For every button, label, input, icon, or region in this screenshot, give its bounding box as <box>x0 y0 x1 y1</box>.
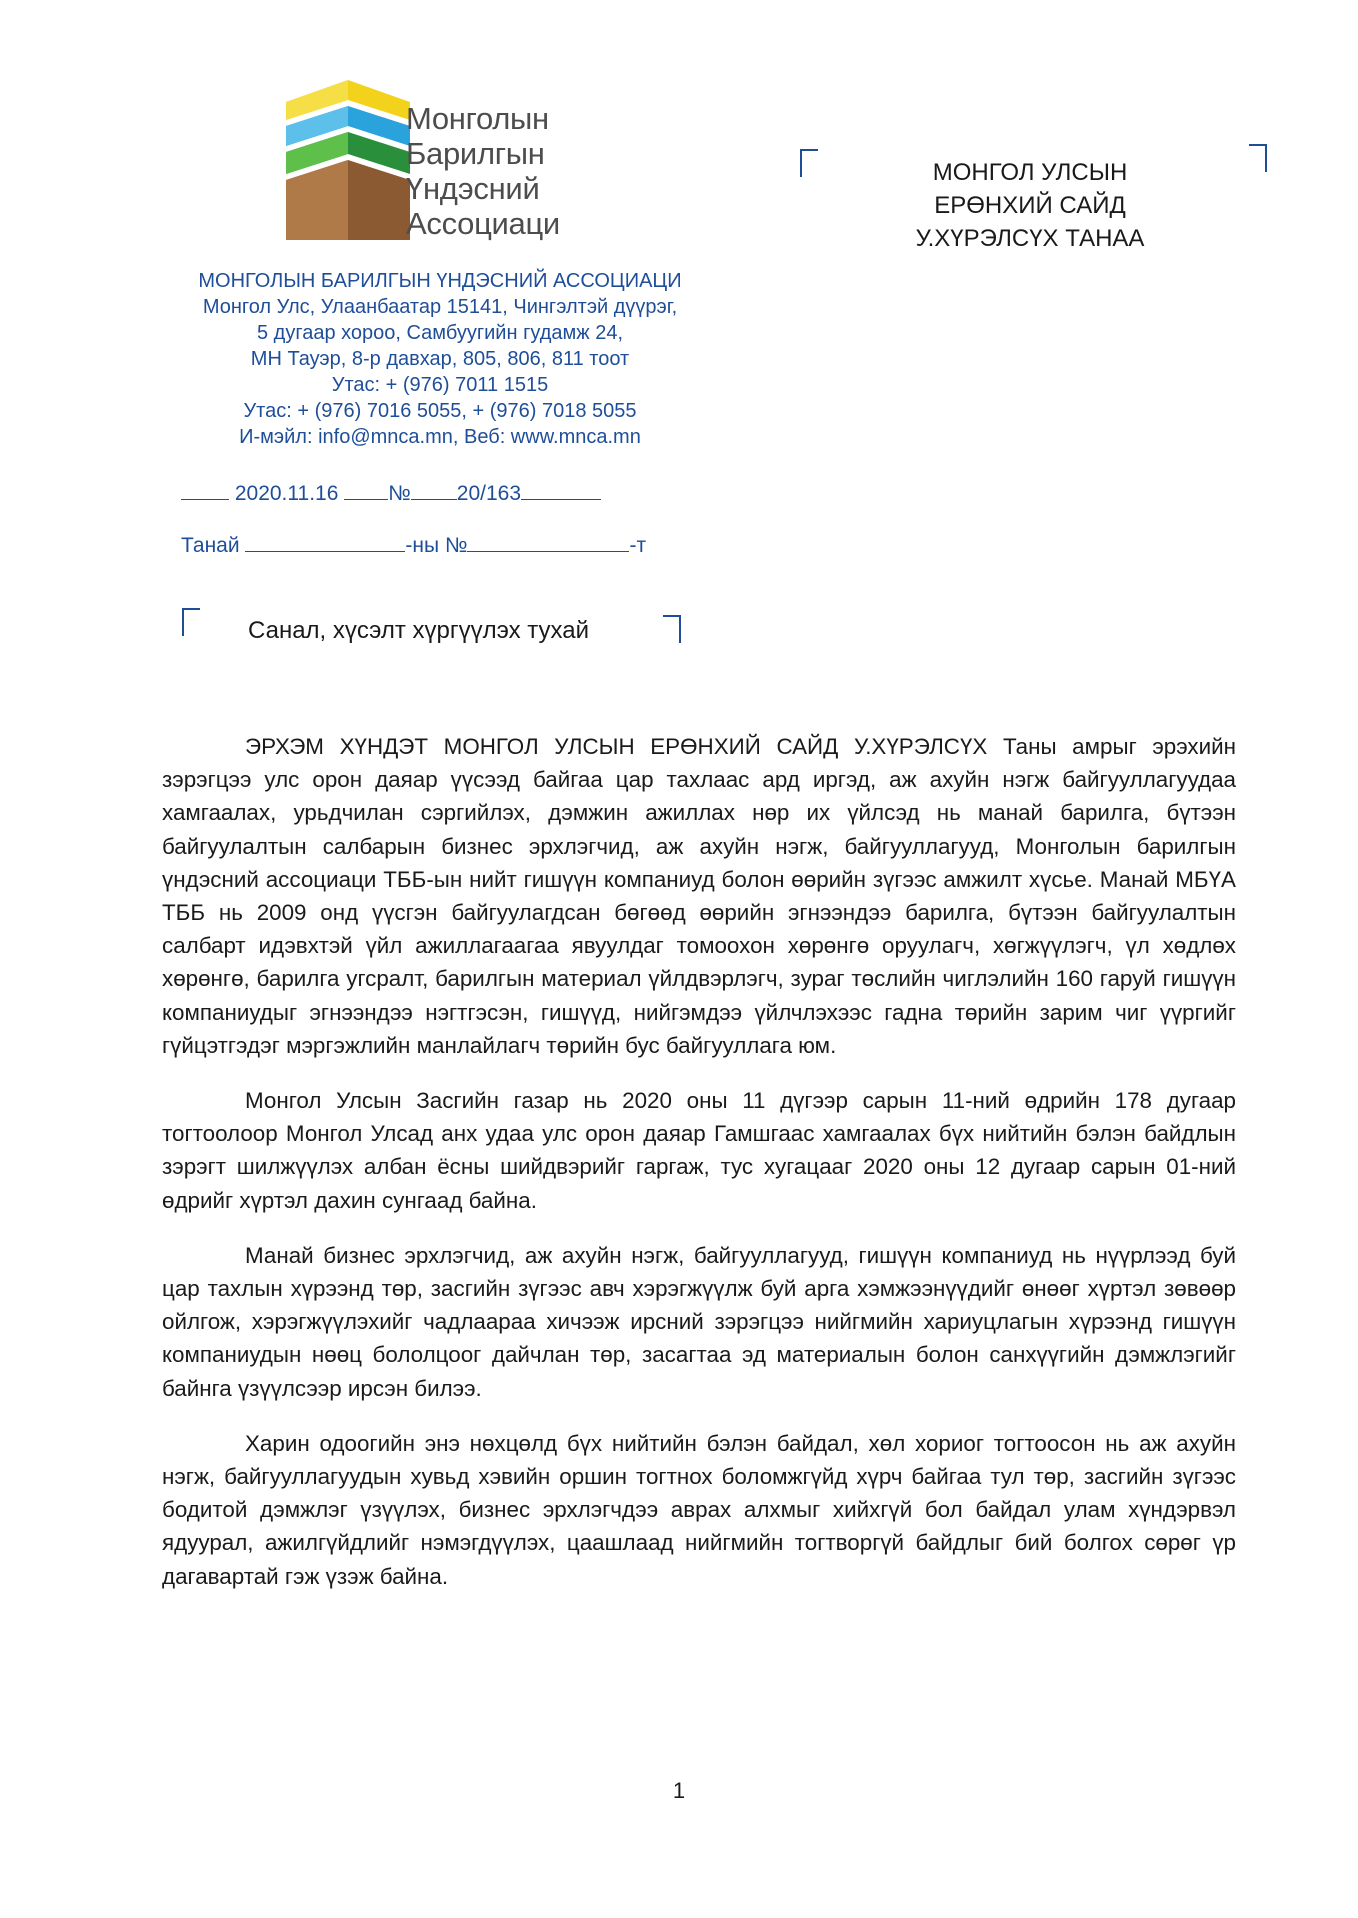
logo-wordmark <box>406 101 606 241</box>
bracket-corner <box>182 608 200 636</box>
yours-end-label: -т <box>629 534 647 557</box>
yours-mid-label: -ны № <box>405 534 468 557</box>
logo-line: Монголын <box>406 101 549 136</box>
bracket-corner <box>663 615 681 643</box>
recipient-block <box>890 156 1170 255</box>
organization-header <box>140 268 740 450</box>
body-paragraph: Монгол Улсын Засгийн газар нь 2020 оны 11 дүгээр сарын 11-ний өдрийн 178 дугаар тогтоолоор Монгол Улсад анх удаа улс орон даяар Гамшгаас хамгаалах бүх нийтийн бэлэн байдлын зэрэгт шилжүүлэх албан ёсны шийдвэрийг гаргаж, тус хугацааг 2020 оны 12 дугаар сарын 01-ний өдрийг хүртэл дахин сунгаад байна. <box>162 1088 1236 1213</box>
yours-label: Танай <box>181 534 240 557</box>
org-address: МН Тауэр, 8-р давхар, 805, 806, 811 тоот <box>250 348 630 370</box>
letter-number: 20/163 <box>456 482 521 505</box>
body-paragraph: Манай бизнес эрхлэгчид, аж ахуйн нэгж, байгууллагууд, гишүүн компаниуд нь нүүрлээд буй цар тахлын хүрээнд төр, засгийн зүгээс авч хэрэгжүүлж буй арга хэмжээнүүдийг өнөөг хүртэл зөвөөр ойлгож, хэрэгжүүлэхийг чадлаараа хичээж ирсний зэрэгцээ нийгмийн хариуцлагын хүрээнд гишүүн компаниудын нөөц бололцоог дайчлан төр, засагтаа эд материалын болон санхүүгийн дэмжлэгийг байнга үзүүлсээр ирсэн билээ. <box>162 1242 1236 1401</box>
org-contact: И-мэйл: info@mnca.mn, Веб: www.mnca.mn <box>239 426 641 448</box>
body-paragraph: Харин одоогийн энэ нөхцөлд бүх нийтийн бэлэн байдал, хөл хориог тогтоосон нь аж ахуйн нэгж, байгууллагуудын хувьд хэвийн оршин тогтнох боломжгүйд хүрч байгаа тул төр, засгийн зүгээс бодитой дэмжлэг үзүүлэх, бизнес эрхлэгчдээ аврах алхмыг хийхгүй бол байдал улам хүндэрвэл ядуурал, ажилгүйдлийг нэмэгдүүлэх, цаашлаад нийгмийн тогтворгүй байдлыг бий болгох сөрөг үр дагавартай гэж үзэж байна. <box>162 1430 1236 1589</box>
letter-body <box>162 730 1236 1615</box>
body-paragraph: ЭРХЭМ ХҮНДЭТ МОНГОЛ УЛСЫН ЕРӨНХИЙ САЙД У.ХҮРЭЛСҮХ Таны амрыг эрэхийн зэрэгцээ улс орон даяар үүсээд байгаа цар тахлаас ард иргэд, аж ахуйн нэгж байгууллагуудаа хамгаалах, урьдчилан сэргийлэх, дэмжин ажиллах нөр их үйлсэд нь манай барилга, бүтээн байгуулалтын салбарын бизнес эрхлэгчид, аж ахуйн нэгж, байгууллагууд, Монголын барилгын үндэсний ассоциаци ТББ-ын нийт гишүүн компаниуд болон өөрийн зүгээс амжилт хүсье. Манай МБҮА ТББ нь 2009 онд үүсгэн байгуулагдсан бөгөөд өөрийн эгнээндээ барилга, бүтээн байгуулалтын салбарт идэвхтэй үйл ажиллагаагаа явуулдаг томоохон хөрөнгө оруулагч, хөгжүүлэгч, үл хөдлөх хөрөнгө, барилга угсралт, барилгын материал үйлдвэрлэгч, зураг төслийн чиглэлийн 160 гаруй гишүүн компаниудыг эгнээндээ нэгтгэсэн, гишүүд, нийгэмдээ үйлчлэхээс гадна төрийн зарим чиг үүргийг гүйцэтгэдэг мэргэжлийн манлайлагч төрийн бус байгууллага юм. <box>162 734 1236 1058</box>
org-address: Монгол Улс, Улаанбаатар 15141, Чингэлтэй дүүрэг, <box>202 296 678 318</box>
org-phone: Утас: + (976) 7011 1515 <box>331 374 549 396</box>
logo-line: Үндэсний <box>406 171 540 206</box>
org-address: 5 дугаар хороо, Самбуугийн гудамж 24, <box>257 322 623 344</box>
letter-date: 2020.11.16 <box>234 482 339 505</box>
org-name: МОНГОЛЫН БАРИЛГЫН ҮНДЭСНИЙ АССОЦИАЦИ <box>198 270 682 292</box>
logo-line: Барилгын <box>406 136 545 171</box>
logo-line: Ассоциаци <box>406 206 560 241</box>
recipient-line: У.ХҮРЭЛСҮХ ТАНАА <box>915 225 1145 252</box>
recipient-line: МОНГОЛ УЛСЫН <box>932 159 1128 186</box>
bracket-corner <box>800 149 818 177</box>
page-number: 1 <box>672 1778 686 1803</box>
org-phone: Утас: + (976) 7016 5055, + (976) 7018 5055 <box>243 400 637 422</box>
mnca-logo-icon <box>286 80 410 240</box>
recipient-line: ЕРӨНХИЙ САЙД <box>934 192 1126 219</box>
number-label: № <box>388 482 411 505</box>
bracket-corner <box>1249 144 1267 172</box>
incoming-reference <box>181 533 646 558</box>
outgoing-reference <box>181 481 601 506</box>
letter-subject: Санал, хүсэлт хүргүүлэх тухай <box>248 617 590 644</box>
